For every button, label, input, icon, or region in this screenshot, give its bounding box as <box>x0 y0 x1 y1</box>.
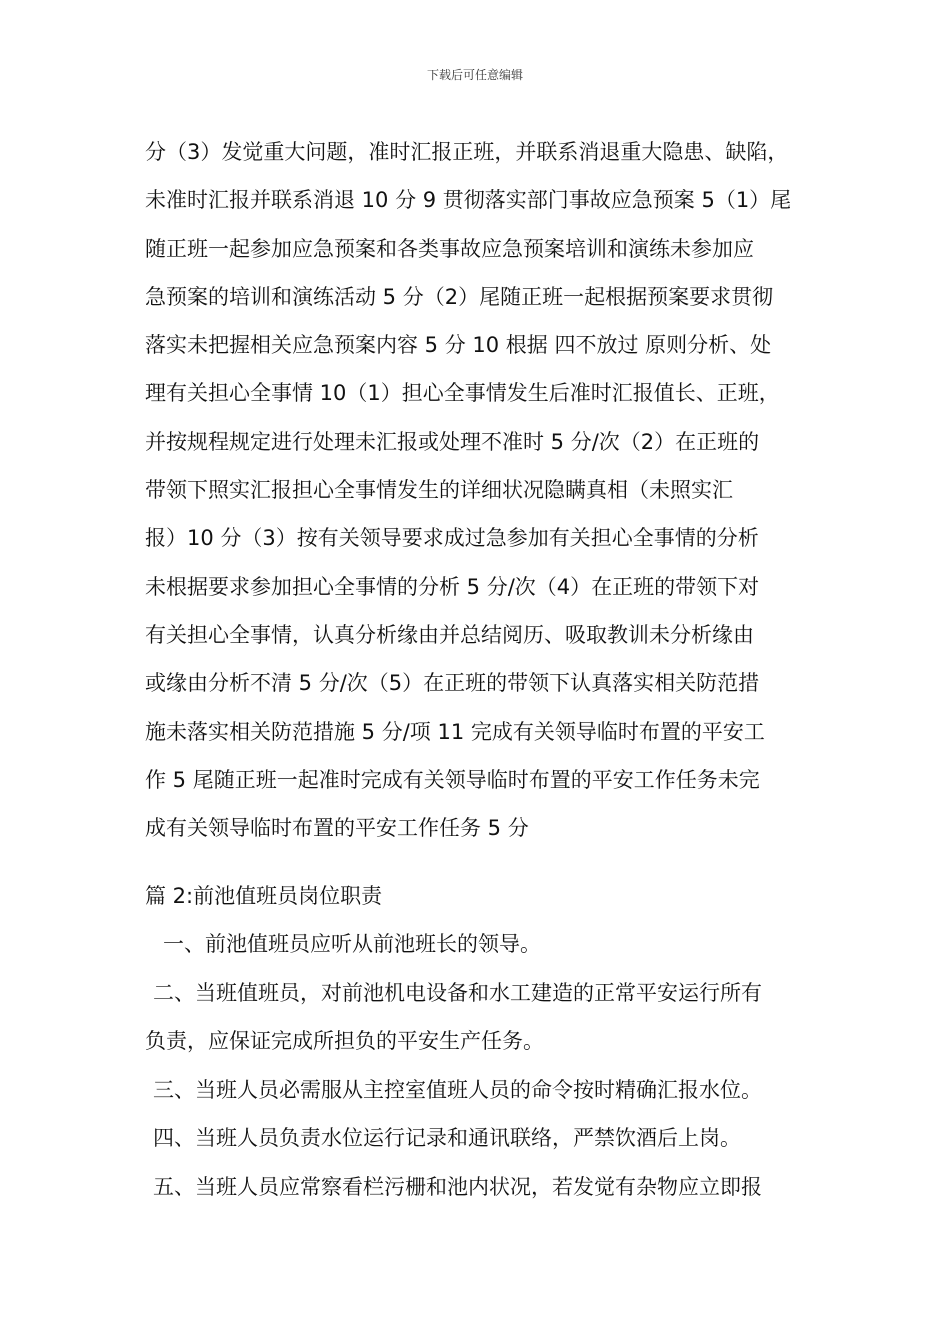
list-item: 二、当班值班员，对前池机电设备和水工建造的正常平安运行所有 <box>153 980 762 1005</box>
body-line: 有关担心全事情，认真分析缘由并总结阅历、吸取教训未分析缘由 <box>145 622 754 647</box>
duty-list <box>145 920 813 1211</box>
list-item: 五、当班人员应常察看栏污栅和池内状况，若发觉有杂物应立即报 <box>153 1174 762 1199</box>
body-line: 未根据要求参加担心全事情的分析 5 分/次（4）在正班的带领下对 <box>145 574 760 599</box>
body-line: 随正班一起参加应急预案和各类事故应急预案培训和演练未参加应 <box>145 236 754 261</box>
body-line: 理有关担心全事情 10（1）担心全事情发生后准时汇报值长、正班， <box>145 381 780 406</box>
body-line: 或缘由分析不清 5 分/次（5）在正班的带领下认真落实相关防范措 <box>145 671 760 696</box>
body-line: 施未落实相关防范措施 5 分/项 11 完成有关领导临时布置的平安工 <box>145 719 765 744</box>
body-line: 分（3）发觉重大问题，准时汇报正班，并联系消退重大隐患、缺陷， <box>145 140 789 164</box>
body-line: 并按规程规定进行处理未汇报或处理不准时 5 分/次（2）在正班的 <box>145 429 760 454</box>
body-line: 落实未把握相关应急预案内容 5 分 10 根据 四不放过 原则分析、处 <box>145 333 772 358</box>
body-line: 急预案的培训和演练活动 5 分（2）尾随正班一起根据预案要求贯彻 <box>145 284 774 309</box>
body-line: 带领下照实汇报担心全事情发生的详细状况隐瞒真相（未照实汇 <box>145 478 733 503</box>
body-paragraph <box>145 128 813 852</box>
header-note: 下载后可任意编辑 <box>426 68 523 82</box>
body-line: 未准时汇报并联系消退 10 分 9 贯彻落实部门事故应急预案 5（1）尾 <box>145 188 792 213</box>
list-item: 四、当班人员负责水位运行记录和通讯联络，严禁饮酒后上岗。 <box>153 1126 741 1150</box>
list-item: 三、当班人员必需服从主控室值班人员的命令按时精确汇报水位。 <box>153 1077 762 1102</box>
body-line: 成有关领导临时布置的平安工作任务 5 分 <box>145 816 529 841</box>
list-item: 一、前池值班员应听从前池班长的领导。 <box>163 932 541 956</box>
body-line: 报）10 分（3）按有关领导要求成过急参加有关担心全事情的分析 <box>145 526 759 551</box>
list-item: 负责，应保证完成所担负的平安生产任务。 <box>145 1029 544 1053</box>
body-line: 作 5 尾随正班一起准时完成有关领导临时布置的平安工作任务未完 <box>145 767 760 792</box>
section-title: 篇 2:前池值班员岗位职责 <box>145 884 383 908</box>
